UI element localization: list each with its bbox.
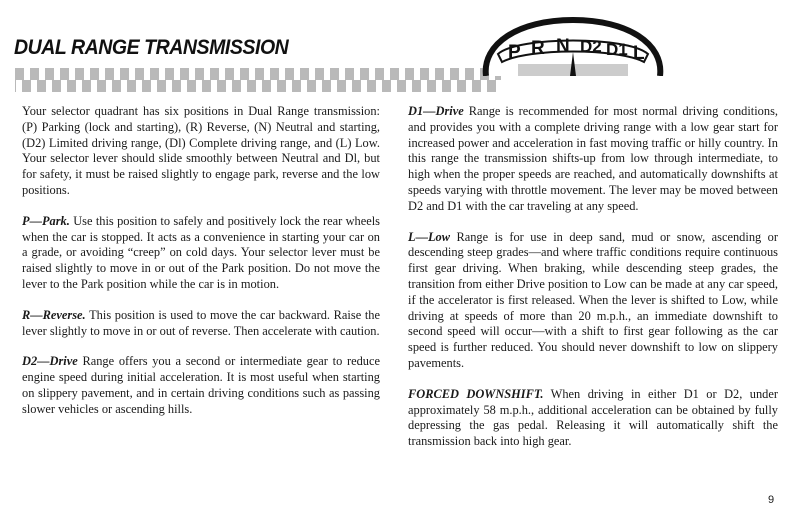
- right-column: [408, 104, 778, 465]
- forced-downshift-paragraph: FORCED DOWNSHIFT. When driving in either D1 or D2, under approximately 58 m.p.h., additional acceleration can be obtained by fully depressing the gas pedal. Releasing it will automatically shift the transmission back into high gear.: [408, 386, 778, 449]
- d1-drive-heading: D1—Drive: [408, 104, 464, 118]
- gear-label-r: R: [531, 38, 545, 59]
- low-heading: L—Low: [408, 229, 450, 244]
- checkered-divider: [15, 68, 501, 92]
- gear-selector-dial-illustration: [478, 14, 668, 76]
- reverse-paragraph: R—Reverse. This position is used to move the car backward. Raise the lever slightly to move in or out of reverse. Then accelerate with caution.: [22, 307, 380, 338]
- gear-label-d1: D1: [606, 40, 628, 59]
- low-paragraph: L—Low Range is for use in deep sand, mud or snow, ascending or descending steep grades—and where traffic conditions require continuous first gear driving. When braking, while descending steep grades, the transition from either Drive position to Low can be made at any car speed, if the accelerator is first released. When the lever is shifted to Low, while driving at speeds of more than 20 m.p.h., an immediate downshift to second speed will occur—with a shift to first gear following as the car speed is further reduced. You should never downshift to low on slippery pavements.: [408, 229, 778, 370]
- gear-label-n: N: [556, 36, 570, 57]
- left-column: [22, 104, 380, 433]
- forced-downshift-heading: FORCED DOWNSHIFT.: [408, 386, 544, 401]
- gear-label-l: L: [633, 43, 645, 64]
- d2-drive-paragraph: D2—Drive Range offers you a second or intermediate gear to reduce engine speed during initial acceleration. It is most useful when starting on slippery pavement, and in certain driving conditions such as passing slower vehicles or ascending hills.: [22, 354, 380, 416]
- gear-label-p: P: [508, 42, 521, 63]
- page-title: DUAL RANGE TRANSMISSION: [14, 36, 289, 59]
- gear-label-d2: D2: [580, 37, 602, 56]
- park-heading: P—Park.: [22, 213, 70, 228]
- park-paragraph: P—Park. Use this position to safely and positively lock the rear wheels when the car is stopped. It acts as a convenience in starting your car on a grade, or avoiding “creep” on cold days. Your selector lever must be raised slightly to move in or out of the Park position. Do not move the lever to the Park position while the car is in motion.: [22, 213, 380, 291]
- intro-paragraph: Your selector quadrant has six positions in Dual Range transmission: (P) Parking (lock and starting), (R) Reverse, (N) Neutral and starting, (D2) Limited driving range, (Dl) Complete driving range, and (L) Low. Your selector lever should slide smoothly between Neutral and Dl, but for safety, it must be raised slightly to engage park, reverse and the low positions.: [22, 104, 380, 197]
- page-number: 9: [768, 494, 775, 506]
- d1-drive-paragraph: D1—Drive Range is recommended for most normal driving conditions, and provides you with a complete driving range with a low gear start for increased power and acceleration in fast moving traffic or hilly country. In this range the transmission shifts-up from low through intermediate, to high when the proper speeds are reached, and automatically downshifts at speeds varying with throttle movement. The lever may be moved between D2 and D1 with the car traveling at any speed.: [408, 104, 778, 213]
- reverse-heading: R—Reverse.: [22, 307, 86, 322]
- d2-drive-heading: D2—Drive: [22, 354, 78, 369]
